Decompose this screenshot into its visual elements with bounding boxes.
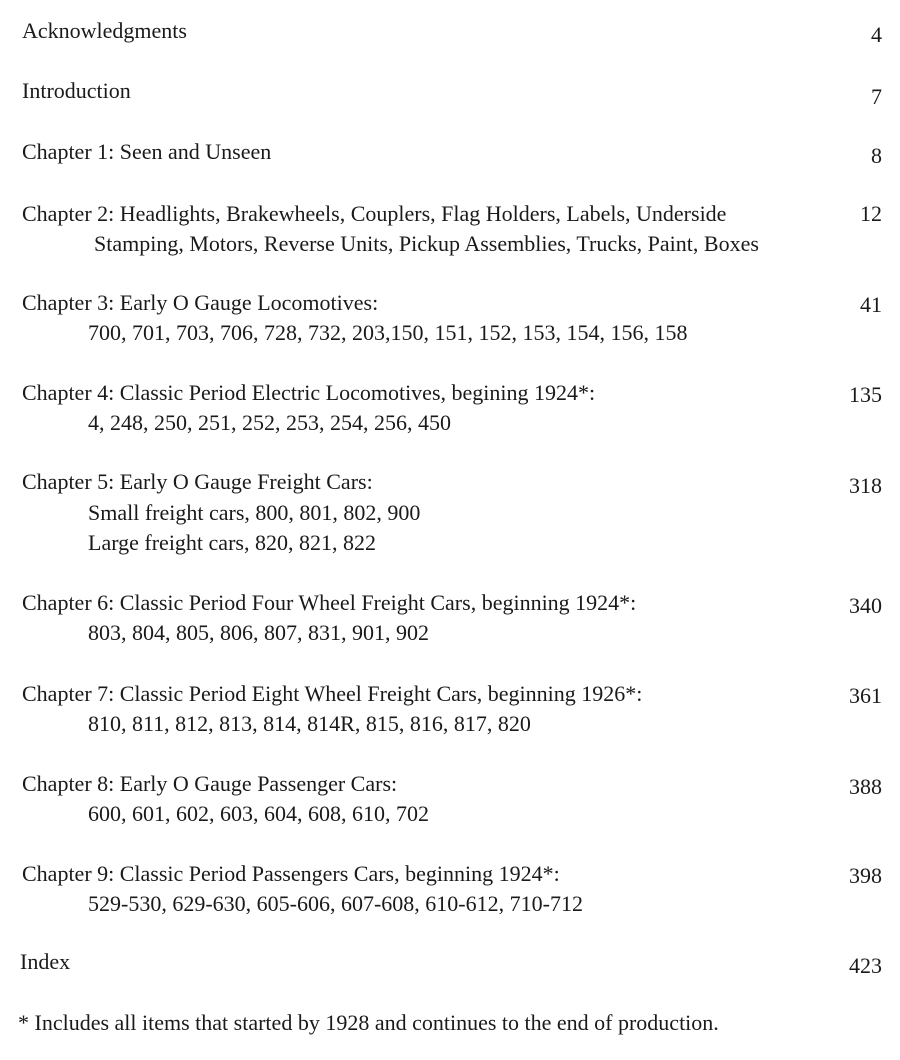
toc-page-number: 41: [860, 292, 882, 317]
toc-page-number: 388: [849, 774, 882, 799]
toc-entry-subtitle: Stamping, Motors, Reverse Units, Pickup Assemblies, Trucks, Paint, Boxes: [94, 231, 759, 256]
toc-entry-title: Index: [20, 949, 71, 974]
toc-entry-items: 700, 701, 703, 706, 728, 732, 203,150, 151, 152, 153, 154, 156, 158: [88, 320, 688, 345]
toc-entry-items: 600, 601, 602, 603, 604, 608, 610, 702: [88, 801, 429, 826]
toc-entry-title: Chapter 3: Early O Gauge Locomotives:: [22, 290, 379, 315]
toc-entry-items: 4, 248, 250, 251, 252, 253, 254, 256, 450: [88, 410, 451, 435]
toc-page-number: 361: [849, 683, 882, 708]
toc-page-number: 8: [871, 143, 882, 168]
toc-entry-title: Chapter 1: Seen and Unseen: [22, 139, 272, 164]
toc-entry-items: Large freight cars, 820, 821, 822: [88, 530, 376, 555]
toc-entry-title: Chapter 5: Early O Gauge Freight Cars:: [22, 469, 373, 494]
toc-page-number: 398: [849, 863, 882, 888]
footnote: * Includes all items that started by 1928 and continues to the end of production.: [18, 1010, 719, 1035]
toc-page-number: 423: [849, 953, 882, 978]
toc-entry-title: Introduction: [22, 78, 131, 103]
toc-page-number: 4: [871, 22, 882, 47]
toc-entry-title: Chapter 8: Early O Gauge Passenger Cars:: [22, 771, 398, 796]
toc-page-number: 7: [871, 84, 882, 109]
toc-entry-items: 810, 811, 812, 813, 814, 814R, 815, 816, 817, 820: [88, 711, 531, 736]
toc-entry-title: Chapter 7: Classic Period Eight Wheel Freight Cars, beginning 1926*:: [22, 681, 643, 706]
toc-page-number: 12: [860, 201, 882, 226]
toc-entry-title: Acknowledgments: [22, 18, 187, 43]
toc-entry-title: Chapter 2: Headlights, Brakewheels, Couplers, Flag Holders, Labels, Underside: [22, 201, 727, 226]
toc-entry-items: 803, 804, 805, 806, 807, 831, 901, 902: [88, 620, 429, 645]
toc-entry-items: Small freight cars, 800, 801, 802, 900: [88, 500, 421, 525]
toc-page-number: 135: [849, 382, 882, 407]
toc-entry-title: Chapter 9: Classic Period Passengers Cars, beginning 1924*:: [22, 861, 560, 886]
toc-entry-title: Chapter 6: Classic Period Four Wheel Freight Cars, beginning 1924*:: [22, 590, 637, 615]
toc-entry-items: 529-530, 629-630, 605-606, 607-608, 610-612, 710-712: [88, 891, 583, 916]
toc-page-number: 318: [849, 473, 882, 498]
toc-page-number: 340: [849, 593, 882, 618]
toc-entry-title: Chapter 4: Classic Period Electric Locomotives, begining 1924*:: [22, 380, 596, 405]
